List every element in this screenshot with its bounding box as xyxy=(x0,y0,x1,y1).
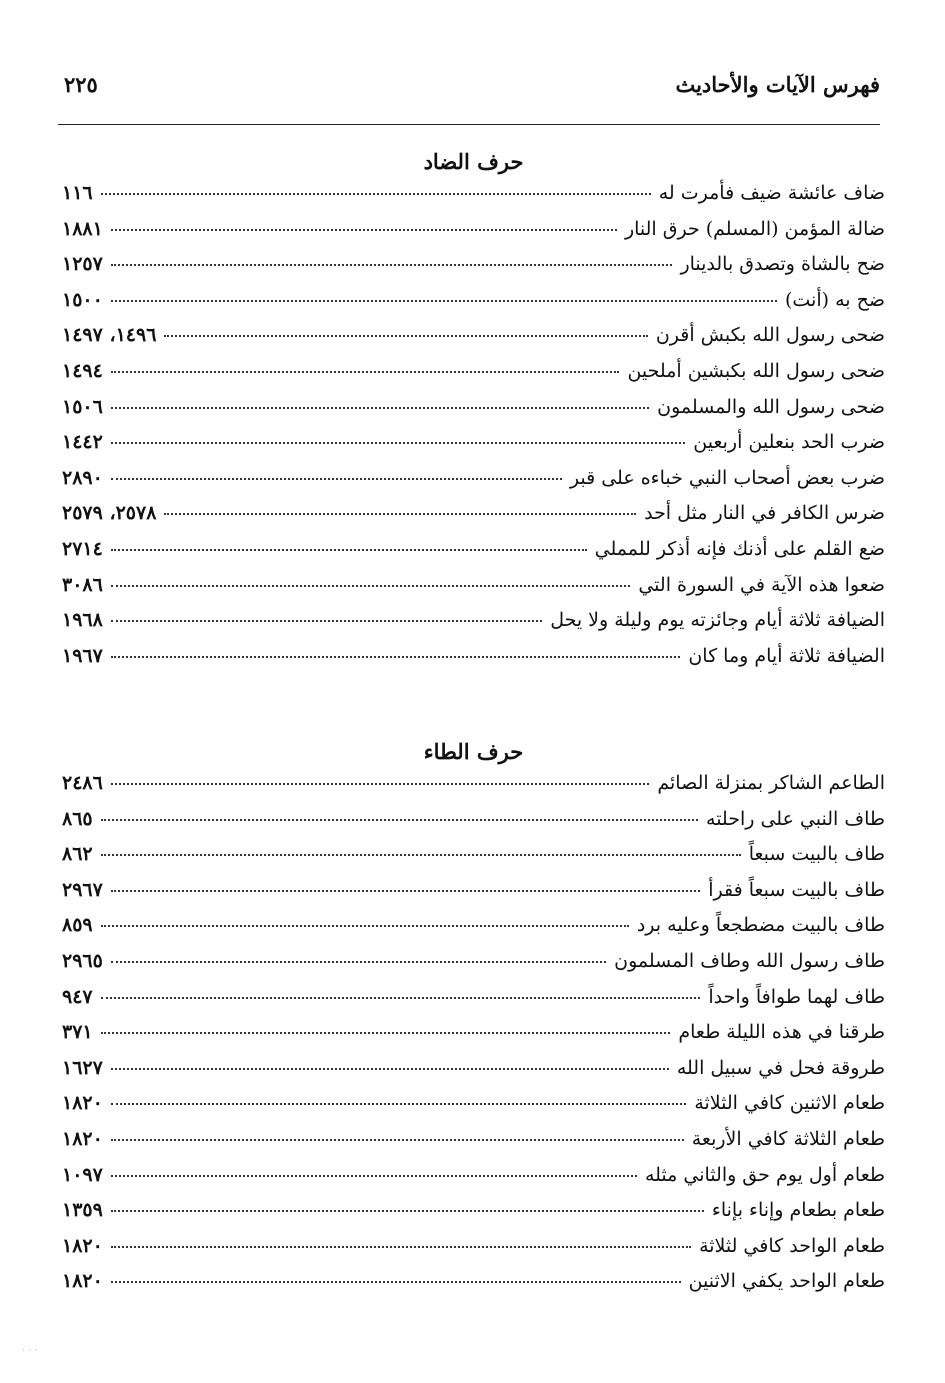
entry-text: الطاعم الشاكر بمنزلة الصائم xyxy=(657,772,885,794)
dot-leader xyxy=(111,300,777,302)
index-entry xyxy=(62,574,885,610)
index-entry xyxy=(62,772,885,808)
entry-text: طعام الثلاثة كافي الأربعة xyxy=(691,1127,885,1150)
entry-reference-number: ١٣٥٩ xyxy=(62,1199,103,1222)
entry-text: طعام الاثنين كافي الثلاثة xyxy=(694,1092,885,1115)
index-entry xyxy=(62,645,885,681)
dot-leader xyxy=(164,513,636,515)
index-entry xyxy=(62,396,885,432)
entry-text: طاف النبي على راحلته xyxy=(706,807,885,830)
entry-reference-number: ١٥٠٦ xyxy=(62,395,103,418)
entry-text: ضعوا هذه الآية في السورة التي xyxy=(638,573,885,596)
entry-text: ضحى رسول الله بكبشين أملحين xyxy=(627,359,885,382)
entry-reference-number: ٢٨٩٠ xyxy=(62,466,103,489)
dot-leader xyxy=(111,1068,669,1070)
entry-reference-number: ١٠٩٧ xyxy=(62,1163,103,1186)
entry-text: ضع القلم على أذنك فإنه أذكر للمملي xyxy=(594,537,885,560)
entry-text: ضح بالشاة وتصدق بالدينار xyxy=(680,253,885,276)
dot-leader xyxy=(111,442,685,444)
index-entry xyxy=(62,324,885,360)
index-entry xyxy=(62,986,885,1022)
dot-leader xyxy=(101,997,701,999)
entry-text: الضيافة ثلاثة أيام وما كان xyxy=(688,644,885,667)
dot-leader xyxy=(101,925,629,927)
entry-reference-number: ١٤٩٤ xyxy=(62,359,103,382)
entry-list xyxy=(62,182,885,680)
dot-leader xyxy=(111,961,606,963)
entry-text: طعام أول يوم حق والثاني مثله xyxy=(644,1163,885,1186)
entry-reference-number: ٨٥٩ xyxy=(62,914,93,937)
dot-leader xyxy=(111,478,562,480)
index-entry xyxy=(62,609,885,645)
index-entry xyxy=(62,538,885,574)
entry-text: ضاف عائشة ضيف فأمرت له xyxy=(658,182,885,204)
entry-text: ضرب الحد بنعلين أربعين xyxy=(693,431,885,454)
entry-reference-number: ١٨٢٠ xyxy=(62,1127,103,1150)
index-entry xyxy=(62,1164,885,1200)
entry-reference-number: ١١٦ xyxy=(62,182,93,204)
entry-text: طعام الواحد كافي لثلاثة xyxy=(699,1234,885,1257)
index-entry xyxy=(62,1021,885,1057)
index-entry xyxy=(62,360,885,396)
entry-text: ضرب بعض أصحاب النبي خباءه على قبر xyxy=(569,466,885,489)
dot-leader xyxy=(101,819,698,821)
entry-text: طاف بالبيت سبعاً xyxy=(748,843,885,866)
index-entry xyxy=(62,182,885,218)
entry-list xyxy=(62,772,885,1306)
entry-text: الضيافة ثلاثة أيام وجائزته يوم وليلة ولا يحل xyxy=(550,609,885,632)
section-heading: حرف الضاد xyxy=(423,149,524,174)
index-entry xyxy=(62,808,885,844)
entry-text: ضحى رسول الله بكبش أقرن xyxy=(655,324,885,347)
section-taa xyxy=(62,732,885,1306)
dot-leader xyxy=(111,1175,637,1177)
entry-reference-number: ١٥٠٠ xyxy=(62,288,103,311)
entry-reference-number: ٢٤٨٦ xyxy=(62,772,103,794)
index-entry xyxy=(62,1128,885,1164)
index-entry xyxy=(62,431,885,467)
dot-leader xyxy=(111,783,650,785)
dot-leader xyxy=(111,620,542,622)
entry-reference-number: ١٩٦٧ xyxy=(62,644,103,667)
entry-text: ضح به (أنت) xyxy=(784,288,885,311)
running-header xyxy=(58,70,880,125)
index-entry xyxy=(62,950,885,986)
index-entry xyxy=(62,467,885,503)
dot-leader xyxy=(101,193,651,195)
entry-reference-number: ١٨٢٠ xyxy=(62,1270,103,1293)
index-entry xyxy=(62,253,885,289)
index-entry xyxy=(62,1270,885,1306)
entry-reference-number: ١٨٨١ xyxy=(62,217,103,240)
index-entry xyxy=(62,218,885,254)
index-entry xyxy=(62,914,885,950)
entry-text: طرقنا في هذه الليلة طعام xyxy=(678,1021,885,1044)
index-entry xyxy=(62,843,885,879)
index-entry xyxy=(62,1199,885,1235)
entry-text: طاف بالبيت سبعاً فقرأ xyxy=(708,878,885,901)
index-entry xyxy=(62,502,885,538)
entry-reference-number: ١٨٢٠ xyxy=(62,1234,103,1257)
index-entry xyxy=(62,289,885,325)
entry-reference-number: ٢٥٧٨، ٢٥٧٩ xyxy=(62,502,157,525)
entry-text: طعام الواحد يكفي الاثنين xyxy=(688,1270,885,1293)
entry-text: طاف بالبيت مضطجعاً وعليه برد xyxy=(636,914,885,937)
dot-leader xyxy=(111,1281,681,1283)
index-entry xyxy=(62,1235,885,1271)
entry-reference-number: ٣٠٨٦ xyxy=(62,573,103,596)
dot-leader xyxy=(111,1210,704,1212)
section-heading: حرف الطاء xyxy=(423,739,524,764)
entry-text: ضرس الكافر في النار مثل أحد xyxy=(644,502,885,525)
dot-leader xyxy=(164,335,647,337)
dot-leader xyxy=(111,264,673,266)
section-dad xyxy=(62,142,885,680)
dot-leader xyxy=(111,371,620,373)
dot-leader xyxy=(111,229,617,231)
page-margin-mark: · · · xyxy=(22,1346,38,1357)
entry-reference-number: ١٨٢٠ xyxy=(62,1092,103,1115)
dot-leader xyxy=(111,1246,691,1248)
dot-leader xyxy=(111,1139,684,1141)
entry-text: ضالة المؤمن (المسلم) حرق النار xyxy=(624,217,885,240)
running-title: فهرس الآيات والأحاديث xyxy=(675,72,880,97)
entry-reference-number: ١٤٩٦، ١٤٩٧ xyxy=(62,324,157,347)
entry-text: طعام بطعام وإناء بإناء xyxy=(711,1199,885,1222)
dot-leader xyxy=(111,585,631,587)
entry-text: طاف لهما طوافاً واحداً xyxy=(708,985,885,1008)
dot-leader xyxy=(111,890,700,892)
entry-reference-number: ٨٦٥ xyxy=(62,807,93,830)
entry-reference-number: ٣٧١ xyxy=(62,1021,93,1044)
entry-reference-number: ٢٧١٤ xyxy=(62,537,103,560)
entry-reference-number: ٢٩٦٧ xyxy=(62,878,103,901)
index-entry xyxy=(62,1092,885,1128)
entry-reference-number: ٩٤٧ xyxy=(62,985,93,1008)
entry-reference-number: ٨٦٢ xyxy=(62,843,93,866)
index-entry xyxy=(62,879,885,915)
dot-leader xyxy=(111,549,587,551)
entry-reference-number: ١٢٥٧ xyxy=(62,253,103,276)
entry-text: طروقة فحل في سبيل الله xyxy=(676,1056,885,1079)
entry-reference-number: ١٤٤٢ xyxy=(62,431,103,454)
entry-text: ضحى رسول الله والمسلمون xyxy=(657,395,885,418)
dot-leader xyxy=(101,854,741,856)
index-entry xyxy=(62,1057,885,1093)
dot-leader xyxy=(111,407,649,409)
dot-leader xyxy=(111,656,681,658)
entry-reference-number: ١٩٦٨ xyxy=(62,609,103,632)
entry-reference-number: ٢٩٦٥ xyxy=(62,949,103,972)
page-number: ٢٢٥ xyxy=(64,72,98,97)
dot-leader xyxy=(101,1032,671,1034)
dot-leader xyxy=(111,1103,687,1105)
entry-reference-number: ١٦٢٧ xyxy=(62,1056,103,1079)
entry-text: طاف رسول الله وطاف المسلمون xyxy=(614,949,885,972)
